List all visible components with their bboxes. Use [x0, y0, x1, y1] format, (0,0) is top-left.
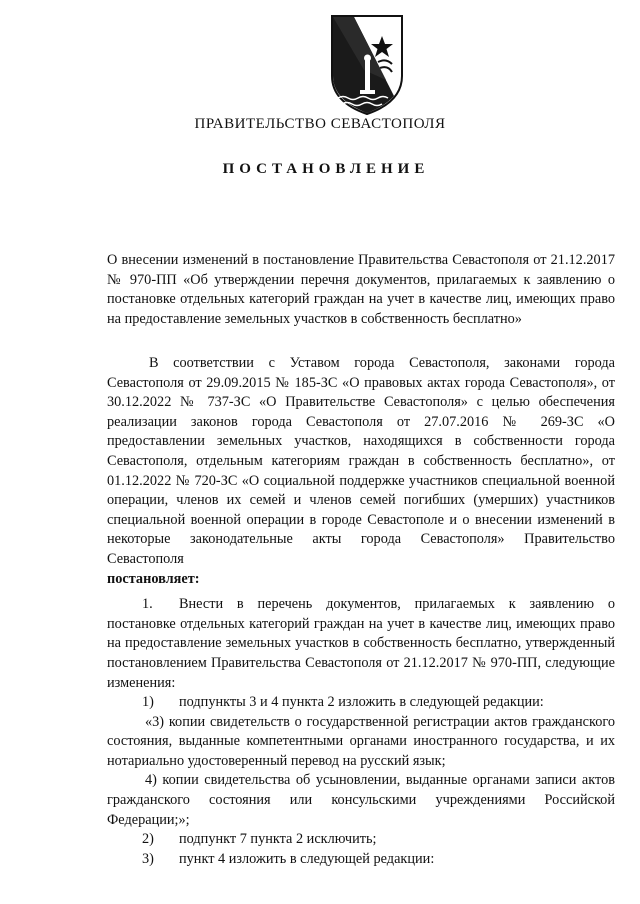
preamble-text: В соответствии с Уставом города Севастополя, законами города Севастополя от 29.09.2015 № 185-ЗС «О правовых актах города Севастополя», от 30.12.2022 № 737-ЗС «О Правительстве Севастополя» с целью обеспечения реализации законов города Севастополя от 27.07.2016 № 269-ЗС «О предоставлении земельных участков, находящихся в собственности города Севастополя, отдельным категориям граждан в собственность бесплатно», от 01.12.2022 № 720-ЗС «О социальной поддержке участников специальной военной операции, членов их семей и членов семей погибших (умерших) участников специальной военной операции в городе Севастополе и о внесении изменений в некоторые законодательные акты города Севастополя» Правительство Севастополя: [107, 355, 615, 567]
subitem-text: подпункты 3 и 4 пункта 2 изложить в следующей редакции:: [179, 694, 544, 711]
document-body: [107, 354, 615, 869]
government-name: ПРАВИТЕЛЬСТВО СЕВАСТОПОЛЯ: [194, 116, 446, 132]
subitem-number: 2): [142, 831, 154, 848]
subitem-text: пункт 4 изложить в следующей редакции:: [179, 850, 435, 867]
list-item: [107, 830, 615, 850]
subitem-number: 1): [142, 694, 154, 711]
document-subject: О внесении изменений в постановление Правительства Севастополя от 21.12.2017 № 970-ПП «Об утверждении перечня документов, прилагаемых к заявлению о постановке отдельных категорий граждан на учет в качестве лиц, имеющих право на предоставление земельных участков в собственность бесплатно»: [107, 252, 615, 327]
list-item: [107, 693, 615, 713]
preamble-paragraph: [107, 354, 615, 589]
document-type-heading: ПОСТАНОВЛЕНИЕ: [222, 161, 430, 177]
resolves-word: постановляет:: [107, 570, 200, 587]
item1-paragraph: Внести в перечень документов, прилагаемых к заявлению о постановке отдельных категорий граждан на учет в качестве лиц, имеющих право на предоставление земельных участков в собственность бесплатно, утвержденный постановлением Правительства Севастополя от 21.12.2017 № 970-ПП, следующие изменения:: [107, 596, 615, 691]
list-item: [107, 850, 615, 870]
subitem-text: подпункт 7 пункта 2 исключить;: [179, 831, 377, 848]
item-number: 1.: [142, 596, 153, 613]
subitem-number: 3): [142, 850, 154, 867]
sevastopol-coat-of-arms-icon: [324, 10, 410, 118]
quoted-subitem-3: «3) копии свидетельств о государственной регистрации актов гражданского состояния, выданные компетентными органами иностранного государства, и их нотариально удостоверенный перевод на русский язык;: [107, 713, 615, 769]
quoted-subitem-4: 4) копии свидетельства об усыновлении, выданные органами записи актов гражданского состояния или консульскими учреждениями Российской Федерации;»;: [107, 772, 615, 828]
